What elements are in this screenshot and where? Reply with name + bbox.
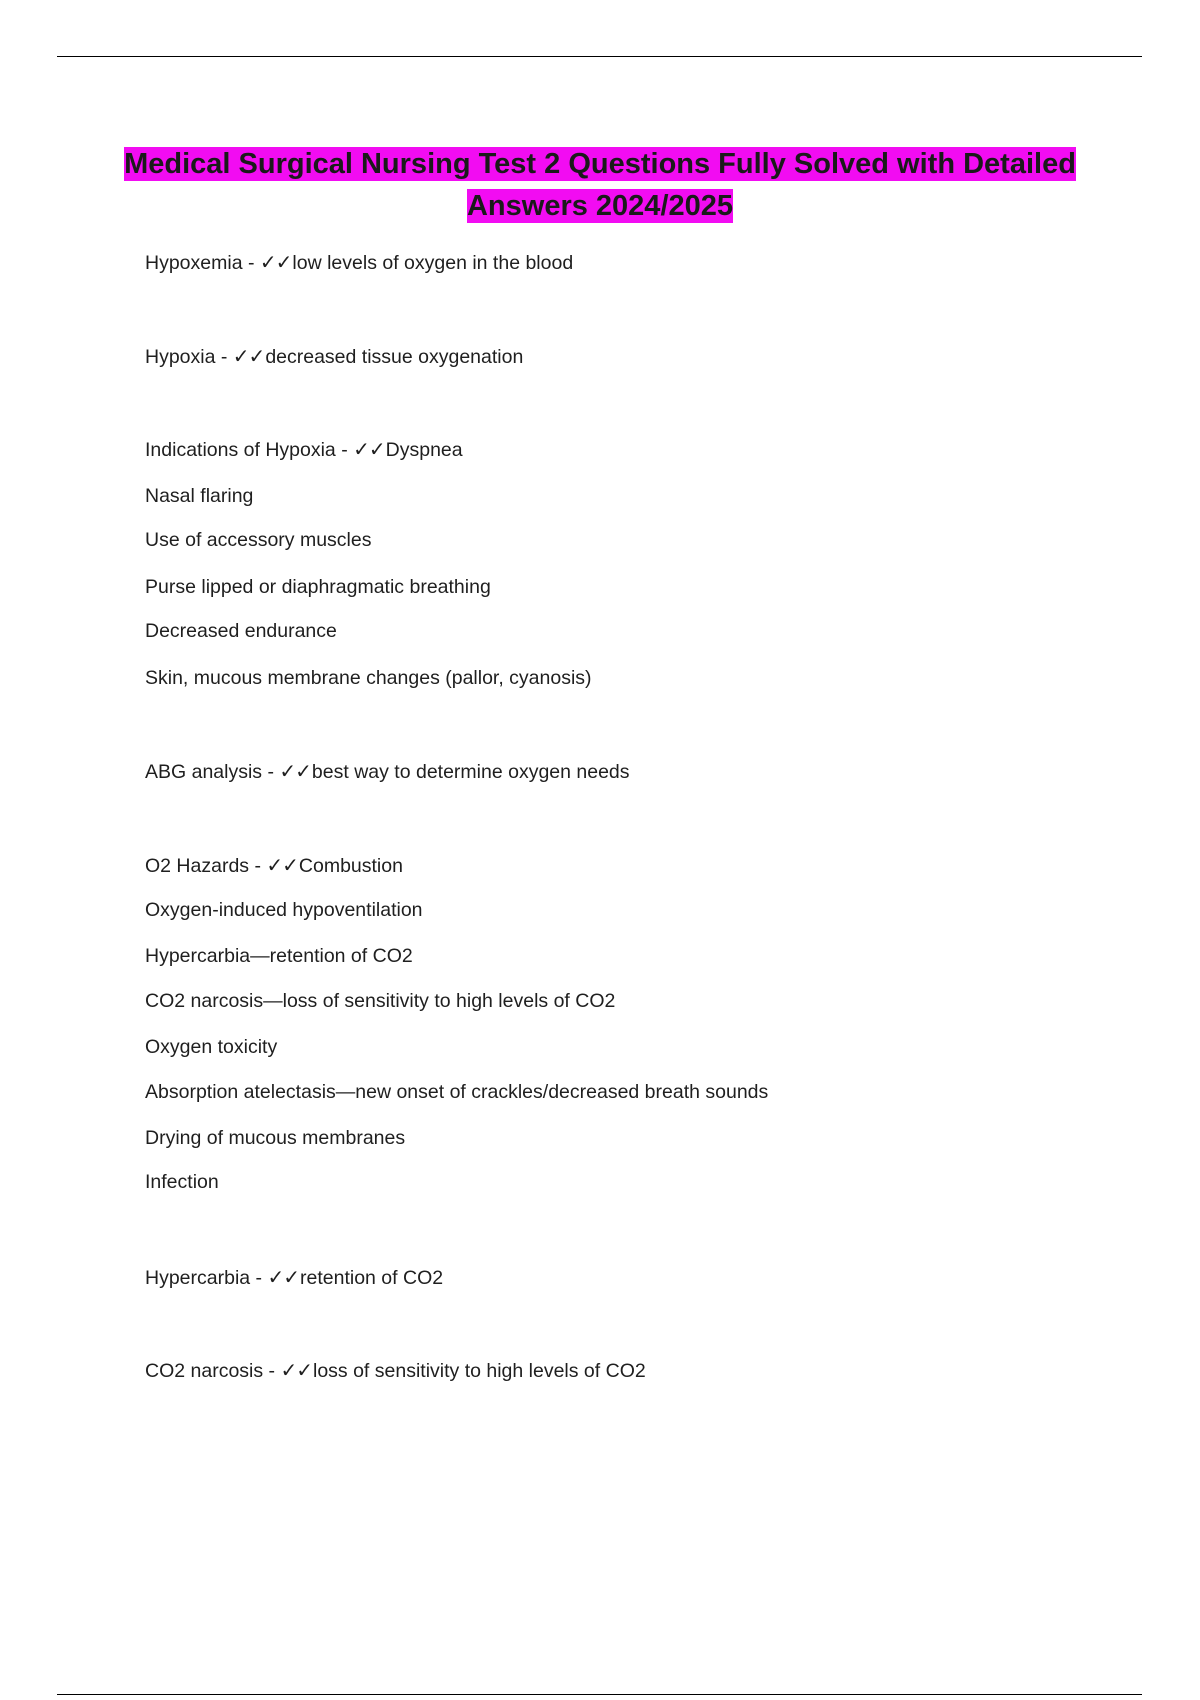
entry-answer: loss of sensitivity to high levels of CO2	[312, 1360, 646, 1382]
entry-term: Hypoxia	[145, 346, 216, 368]
double-check-icon: ✓✓	[353, 437, 385, 461]
qa-entry	[145, 436, 463, 463]
entry-detail-line: Decreased endurance	[145, 620, 337, 642]
double-check-icon: ✓✓	[259, 250, 292, 274]
entry-answer: Combustion	[298, 855, 403, 877]
entry-detail-line: Oxygen toxicity	[145, 1036, 278, 1058]
entry-detail-line: Infection	[145, 1171, 219, 1193]
qa-entry	[145, 249, 573, 276]
entry-term: Hypoxemia	[145, 252, 243, 274]
entry-term: CO2 narcosis	[145, 1360, 264, 1382]
entry-detail-line: Hypercarbia—retention of CO2	[145, 945, 413, 967]
document-title	[100, 143, 1100, 227]
entry-detail-line: Use of accessory muscles	[145, 529, 372, 551]
entry-answer: best way to determine oxygen needs	[311, 761, 630, 783]
entry-separator: -	[250, 1267, 268, 1289]
footer-rule	[57, 1694, 1142, 1695]
qa-entry	[145, 1264, 443, 1291]
qa-entry	[145, 852, 403, 879]
double-check-icon: ✓✓	[280, 1358, 312, 1382]
double-check-icon: ✓✓	[279, 759, 311, 783]
entry-separator: -	[335, 439, 354, 461]
qa-entry	[145, 758, 630, 785]
entry-answer: retention of CO2	[300, 1267, 444, 1289]
entry-detail-line: Absorption atelectasis—new onset of crackles/decreased breath sounds	[145, 1081, 769, 1103]
entry-detail-line: Drying of mucous membranes	[145, 1127, 406, 1149]
double-check-icon: ✓✓	[267, 1265, 299, 1289]
entry-detail-line: Nasal flaring	[145, 485, 254, 507]
entry-term: O2 Hazards	[145, 855, 250, 877]
entry-separator: -	[242, 252, 260, 274]
entry-answer: low levels of oxygen in the blood	[292, 252, 574, 274]
double-check-icon: ✓✓	[266, 853, 298, 877]
entry-answer: decreased tissue oxygenation	[265, 346, 524, 368]
entry-term: Indications of Hypoxia	[145, 439, 336, 461]
qa-entry	[145, 343, 523, 370]
entry-detail-line: Oxygen-induced hypoventilation	[145, 899, 423, 921]
entry-detail-line: CO2 narcosis—loss of sensitivity to high levels of CO2	[145, 990, 616, 1012]
entry-detail-line: Purse lipped or diaphragmatic breathing	[145, 576, 491, 598]
entry-separator: -	[262, 761, 280, 783]
entry-answer: Dyspnea	[385, 439, 463, 461]
header-rule	[57, 56, 1142, 57]
entry-term: ABG analysis	[145, 761, 263, 783]
entry-separator: -	[249, 855, 267, 877]
entry-separator: -	[215, 346, 233, 368]
entry-term: Hypercarbia	[145, 1267, 251, 1289]
double-check-icon: ✓✓	[232, 344, 265, 368]
document-title-text: Medical Surgical Nursing Test 2 Questions Fully Solved with Detailed Answers 2024/2025	[124, 148, 1076, 222]
qa-entry	[145, 1357, 646, 1384]
entry-separator: -	[263, 1360, 281, 1382]
entry-detail-line: Skin, mucous membrane changes (pallor, cyanosis)	[145, 667, 592, 689]
